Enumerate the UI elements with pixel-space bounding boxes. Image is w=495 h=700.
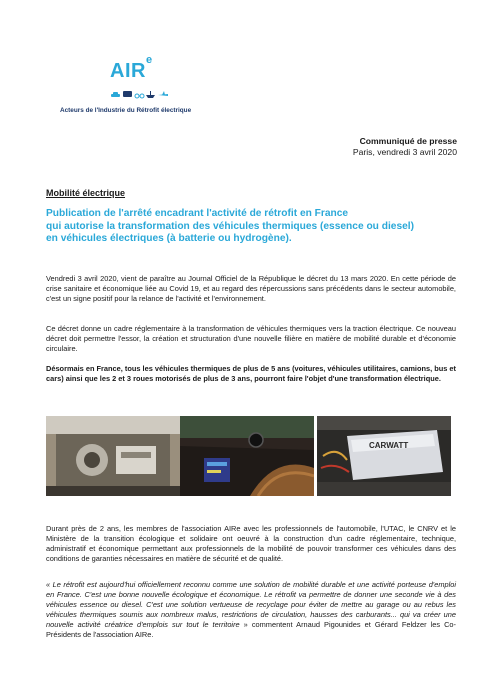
battery-module-photo [317,416,451,496]
paragraph-decree: Ce décret donne un cadre réglementaire à la transformation de véhicules thermiques vers la traction électrique. Ce nouveau décret doit permettre l'essor, la création et structuration d'une nouvelle filière en matière de mobilité durable et d'économie circulaire. [46,324,456,353]
car-icon [111,92,120,97]
paragraph-eligibility: Désormais en France, tous les véhicules thermiques de plus de 5 ans (voitures, véhicules utilitaires, camions, bus et cars) ainsi que les 2 et 3 roues motorisés de plus de 3 ans, pourront faire l'objet d'une transformation électrique. [46,364,456,383]
press-dateline: Paris, vendredi 3 avril 2020 [352,147,457,157]
headline-line-2: qui autorise la transformation des véhicules thermiques (essence ou diesel) [46,220,414,232]
logo-wordmark [110,54,153,83]
logo-word-sup: e [145,54,153,67]
boat-icon [146,91,155,98]
dashboard-photo [180,416,314,496]
logo-tagline: Acteurs de l'Industrie du Rétrofit électrique [60,107,192,114]
press-title: Communiqué de presse [359,136,457,146]
section-rubric: Mobilité électrique [46,188,126,198]
engine-bay-photo [46,416,180,496]
bus-icon [123,91,132,97]
bike-icon [135,94,144,98]
battery-brand-label: CARWATT [369,441,409,450]
paragraph-quote [46,580,456,640]
press-header [353,136,457,158]
quote-attribution: » commentent Arnaud Pigounides et Gérard Feldzer les Co-Présidents de l'association AIRe. [46,620,456,639]
headline-line-1: Publication de l'arrêté encadrant l'activité de rétrofit en France [46,208,349,219]
headline-line-3: en véhicules électriques (à batterie ou hydrogène). [46,233,292,244]
vehicle-icons [110,90,170,100]
logo-word: AIR [110,60,146,82]
quote-text: « Le rétrofit est aujourd'hui officiellement reconnu comme une solution de mobilité durable et une activité porteuse d'emploi en France. C'est une bonne nouvelle écologique et économique. Le rétrofit va permettre de donner une seconde vie à des véhicules essence ou diesel. C'est une solution vertueuse de recyclage pour éviter de mettre au garage ou au rebus les véhicules thermiques soumis aux nombreux malus, restrictions de circulation, hausses des carburants... qui va créer une nouvelle activité créatrice d'emplois sur tout le territoire [46,580,456,629]
headline [46,208,456,246]
plane-icon [158,91,168,96]
paragraph-intro: Vendredi 3 avril 2020, vient de paraître au Journal Officiel de la République le décret du 13 mars 2020. En cette période de crise sanitaire et économique liée au Covid 19, et au regard des répercussions sans précédents dans le secteur automobile, c'est un signe positif pour la relance de l'activité et l'environnement. [46,274,456,303]
paragraph-association: Durant près de 2 ans, les membres de l'association AIRe avec les professionnels de l'automobile, l'UTAC, le CNRV et le Ministère de la transition écologique et solidaire ont oeuvré à la construction d'un cadre réglementaire, technique, administratif et économique permettant aux professionnels de la mobilité de pouvoir transformer ces véhicules dans des conditions de garanties nécessaires en matière de sécurité et de qualité. [46,524,456,563]
aire-logo [60,54,220,120]
